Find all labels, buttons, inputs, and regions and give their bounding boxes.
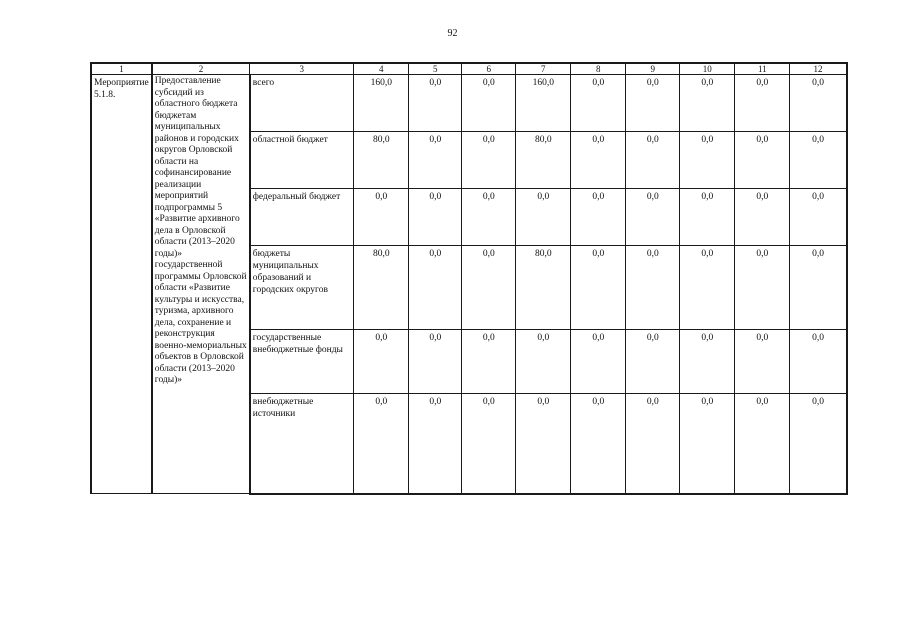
value-cell: 0,0 bbox=[790, 330, 847, 394]
value-cell: 80,0 bbox=[354, 246, 409, 330]
funding-source: бюджеты муниципальных образований и городских округов bbox=[250, 246, 354, 330]
column-number: 4 bbox=[354, 63, 409, 75]
value-cell: 0,0 bbox=[680, 132, 735, 189]
value-cell: 0,0 bbox=[571, 394, 626, 494]
value-cell: 0,0 bbox=[680, 246, 735, 330]
value-cell: 0,0 bbox=[626, 132, 680, 189]
funding-source: областной бюджет bbox=[250, 132, 354, 189]
column-number: 11 bbox=[735, 63, 790, 75]
table-row bbox=[91, 75, 847, 132]
value-cell: 0,0 bbox=[626, 394, 680, 494]
value-cell: 0,0 bbox=[735, 246, 790, 330]
value-cell: 0,0 bbox=[409, 330, 462, 394]
value-cell: 0,0 bbox=[354, 394, 409, 494]
column-number: 8 bbox=[571, 63, 626, 75]
funding-source: государственные внебюджетные фонды bbox=[250, 330, 354, 394]
value-cell: 80,0 bbox=[354, 132, 409, 189]
value-cell: 0,0 bbox=[409, 394, 462, 494]
value-cell: 80,0 bbox=[516, 246, 571, 330]
value-cell: 0,0 bbox=[790, 394, 847, 494]
column-number: 2 bbox=[152, 63, 250, 75]
value-cell: 0,0 bbox=[571, 132, 626, 189]
value-cell: 0,0 bbox=[462, 132, 516, 189]
value-cell: 80,0 bbox=[516, 132, 571, 189]
value-cell: 0,0 bbox=[516, 394, 571, 494]
column-number: 9 bbox=[626, 63, 680, 75]
page-number: 92 bbox=[447, 28, 458, 39]
value-cell: 0,0 bbox=[680, 75, 735, 132]
value-cell: 0,0 bbox=[626, 330, 680, 394]
value-cell: 0,0 bbox=[680, 394, 735, 494]
column-number: 1 bbox=[91, 63, 152, 75]
value-cell: 0,0 bbox=[462, 330, 516, 394]
value-cell: 0,0 bbox=[735, 75, 790, 132]
column-number: 7 bbox=[516, 63, 571, 75]
value-cell: 0,0 bbox=[790, 132, 847, 189]
value-cell: 0,0 bbox=[516, 330, 571, 394]
value-cell: 0,0 bbox=[735, 394, 790, 494]
column-number: 6 bbox=[462, 63, 516, 75]
budget-table bbox=[90, 62, 848, 495]
value-cell: 160,0 bbox=[354, 75, 409, 132]
value-cell: 0,0 bbox=[462, 246, 516, 330]
column-number: 5 bbox=[409, 63, 462, 75]
column-number: 3 bbox=[250, 63, 354, 75]
column-number: 12 bbox=[790, 63, 847, 75]
value-cell: 0,0 bbox=[680, 189, 735, 246]
value-cell: 0,0 bbox=[462, 394, 516, 494]
value-cell: 0,0 bbox=[409, 246, 462, 330]
value-cell: 0,0 bbox=[626, 246, 680, 330]
column-number-row bbox=[91, 63, 847, 75]
value-cell: 0,0 bbox=[790, 246, 847, 330]
value-cell: 0,0 bbox=[462, 75, 516, 132]
value-cell: 0,0 bbox=[735, 189, 790, 246]
measure-code: Мероприятие 5.1.8. bbox=[91, 75, 152, 494]
value-cell: 0,0 bbox=[571, 246, 626, 330]
value-cell: 0,0 bbox=[516, 189, 571, 246]
value-cell: 0,0 bbox=[571, 75, 626, 132]
value-cell: 0,0 bbox=[409, 132, 462, 189]
value-cell: 0,0 bbox=[626, 189, 680, 246]
funding-source: федеральный бюджет bbox=[250, 189, 354, 246]
value-cell: 0,0 bbox=[735, 132, 790, 189]
value-cell: 0,0 bbox=[354, 189, 409, 246]
value-cell: 0,0 bbox=[409, 75, 462, 132]
funding-source: всего bbox=[250, 75, 354, 132]
value-cell: 0,0 bbox=[571, 330, 626, 394]
value-cell: 0,0 bbox=[571, 189, 626, 246]
value-cell: 160,0 bbox=[516, 75, 571, 132]
measure-description: Предоставление субсидий из областного бюджета бюджетам муниципальных районов и городских округов Орловской области на софинансирование реализации мероприятий подпрограммы 5 «Развитие архивного дела в Орловской области (2013–2020 годы)» государственной программы Орловской области «Развитие культуры и искусства, туризма, архивного дела, сохранение и реконструкция военно-мемориальных объектов в Орловской области (2013–2020 годы)» bbox=[152, 75, 250, 494]
value-cell: 0,0 bbox=[680, 330, 735, 394]
funding-source: внебюджетные источники bbox=[250, 394, 354, 494]
value-cell: 0,0 bbox=[354, 330, 409, 394]
value-cell: 0,0 bbox=[409, 189, 462, 246]
column-number: 10 bbox=[680, 63, 735, 75]
value-cell: 0,0 bbox=[735, 330, 790, 394]
value-cell: 0,0 bbox=[790, 75, 847, 132]
value-cell: 0,0 bbox=[626, 75, 680, 132]
value-cell: 0,0 bbox=[462, 189, 516, 246]
value-cell: 0,0 bbox=[790, 189, 847, 246]
